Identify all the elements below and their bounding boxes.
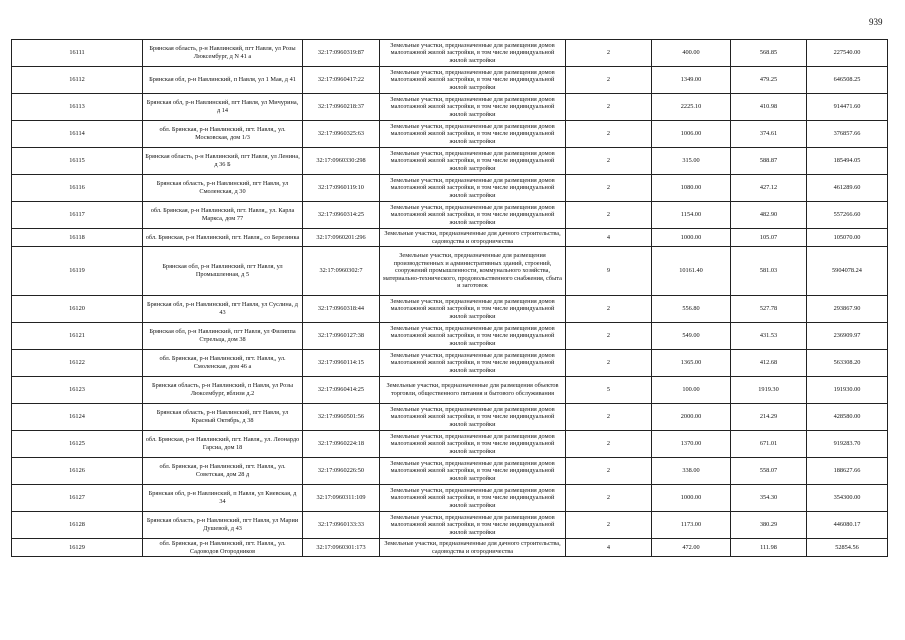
cell-cadastral-number: 32:17:0960119:10 bbox=[303, 175, 380, 202]
cell-cadastral-value: 446080.17 bbox=[807, 512, 888, 539]
cell-record-number: 16117 bbox=[12, 202, 143, 229]
page-number: 939 bbox=[869, 17, 883, 27]
table-row bbox=[12, 404, 888, 431]
cell-address: Брянская область, р-н Навлинский, пгт Навля, ул Смоленская, д 30 bbox=[143, 175, 303, 202]
cell-unit-value: 482.90 bbox=[731, 202, 807, 229]
table-row bbox=[12, 377, 888, 404]
table-row bbox=[12, 202, 888, 229]
cell-cadastral-value: 185494.05 bbox=[807, 148, 888, 175]
cell-area: 100.00 bbox=[652, 377, 731, 404]
cell-area: 1000.00 bbox=[652, 229, 731, 247]
cell-area: 1370.00 bbox=[652, 431, 731, 458]
cell-record-number: 16125 bbox=[12, 431, 143, 458]
cell-land-purpose: Земельные участки, предназначенные для размещения домов малоэтажной жилой застройки, в том числе индивидуальной жилой застройки bbox=[380, 94, 566, 121]
cell-land-purpose: Земельные участки, предназначенные для дачного строительства, садоводства и огородничества bbox=[380, 539, 566, 557]
cell-group: 2 bbox=[566, 512, 652, 539]
cell-unit-value: 427.12 bbox=[731, 175, 807, 202]
cell-unit-value: 431.53 bbox=[731, 323, 807, 350]
table-row bbox=[12, 431, 888, 458]
cell-land-purpose: Земельные участки, предназначенные для размещения домов малоэтажной жилой застройки, в том числе индивидуальной жилой застройки bbox=[380, 40, 566, 67]
cell-land-purpose: Земельные участки, предназначенные для размещения домов малоэтажной жилой застройки, в том числе индивидуальной жилой застройки bbox=[380, 296, 566, 323]
cell-cadastral-value: 461289.60 bbox=[807, 175, 888, 202]
cell-address: Брянская область, р-н Навлинский, пгт Навля, ул Розы Люксембург, д N 41 а bbox=[143, 40, 303, 67]
cell-area: 338.00 bbox=[652, 458, 731, 485]
cell-group: 2 bbox=[566, 40, 652, 67]
cell-address: Брянская область, р-н Навлинский, пгт Навля, ул Марии Душевой, д 43 bbox=[143, 512, 303, 539]
cell-unit-value: 412.68 bbox=[731, 350, 807, 377]
cell-group: 2 bbox=[566, 121, 652, 148]
cell-group: 2 bbox=[566, 323, 652, 350]
cell-area: 1365.00 bbox=[652, 350, 731, 377]
cell-land-purpose: Земельные участки, предназначенные для размещения домов малоэтажной жилой застройки, в том числе индивидуальной жилой застройки bbox=[380, 404, 566, 431]
cell-area: 400.00 bbox=[652, 40, 731, 67]
cell-unit-value: 374.61 bbox=[731, 121, 807, 148]
cell-cadastral-number: 32:17:0960318:44 bbox=[303, 296, 380, 323]
cell-area: 1154.00 bbox=[652, 202, 731, 229]
cell-cadastral-value: 227540.00 bbox=[807, 40, 888, 67]
cell-unit-value: 410.98 bbox=[731, 94, 807, 121]
cell-land-purpose: Земельные участки, предназначенные для размещения домов малоэтажной жилой застройки, в том числе индивидуальной жилой застройки bbox=[380, 121, 566, 148]
cell-cadastral-number: 32:17:0960301:173 bbox=[303, 539, 380, 557]
table-row bbox=[12, 539, 888, 557]
cell-group: 2 bbox=[566, 67, 652, 94]
cell-land-purpose: Земельные участки, предназначенные для размещения домов малоэтажной жилой застройки, в том числе индивидуальной жилой застройки bbox=[380, 175, 566, 202]
cell-group: 2 bbox=[566, 350, 652, 377]
table-row bbox=[12, 296, 888, 323]
cell-record-number: 16116 bbox=[12, 175, 143, 202]
cell-land-purpose: Земельные участки, предназначенные для размещения домов малоэтажной жилой застройки, в том числе индивидуальной жилой застройки bbox=[380, 67, 566, 94]
land-registry-table bbox=[11, 39, 888, 557]
cell-land-purpose: Земельные участки, предназначенные для размещения домов малоэтажной жилой застройки, в том числе индивидуальной жилой застройки bbox=[380, 323, 566, 350]
table-row bbox=[12, 323, 888, 350]
cell-group: 2 bbox=[566, 431, 652, 458]
cell-area: 315.00 bbox=[652, 148, 731, 175]
cell-record-number: 16127 bbox=[12, 485, 143, 512]
cell-address: Брянская обл, р-н Навлинский, п Навля, ул 1 Мая, д 41 bbox=[143, 67, 303, 94]
table-row bbox=[12, 67, 888, 94]
cell-group: 5 bbox=[566, 377, 652, 404]
cell-land-purpose: Земельные участки, предназначенные для размещения домов малоэтажной жилой застройки, в том числе индивидуальной жилой застройки bbox=[380, 148, 566, 175]
cell-cadastral-value: 428580.00 bbox=[807, 404, 888, 431]
cell-area: 2000.00 bbox=[652, 404, 731, 431]
table-row bbox=[12, 175, 888, 202]
table-row bbox=[12, 121, 888, 148]
cell-land-purpose: Земельные участки, предназначенные для размещения домов малоэтажной жилой застройки, в том числе индивидуальной жилой застройки bbox=[380, 350, 566, 377]
table-row bbox=[12, 458, 888, 485]
table-row bbox=[12, 485, 888, 512]
cell-address: обл. Брянская, р-н Навлинский, пгт. Навля,, со Березинка bbox=[143, 229, 303, 247]
cell-area: 1000.00 bbox=[652, 485, 731, 512]
cell-record-number: 16120 bbox=[12, 296, 143, 323]
cell-cadastral-value: 52854.56 bbox=[807, 539, 888, 557]
cell-land-purpose: Земельные участки, предназначенные для размещения домов малоэтажной жилой застройки, в том числе индивидуальной жилой застройки bbox=[380, 512, 566, 539]
cell-cadastral-value: 5904078.24 bbox=[807, 247, 888, 296]
cell-unit-value: 354.30 bbox=[731, 485, 807, 512]
cell-address: обл. Брянская, р-н Навлинский, пгт. Навля,, ул. Смоленская, дом 46 а bbox=[143, 350, 303, 377]
cell-cadastral-number: 32:17:0960114:15 bbox=[303, 350, 380, 377]
cell-cadastral-number: 32:17:0960501:56 bbox=[303, 404, 380, 431]
cell-address: обл. Брянская, р-н Навлинский, пгт. Навля,, ул. Советская, дом 28 д bbox=[143, 458, 303, 485]
cell-cadastral-number: 32:17:0960201:296 bbox=[303, 229, 380, 247]
cell-record-number: 16111 bbox=[12, 40, 143, 67]
cell-cadastral-value: 914471.60 bbox=[807, 94, 888, 121]
cell-group: 2 bbox=[566, 485, 652, 512]
cell-record-number: 16123 bbox=[12, 377, 143, 404]
cell-cadastral-value: 191930.00 bbox=[807, 377, 888, 404]
cell-land-purpose: Земельные участки, предназначенные для размещения производственных и административных зданий, строений, сооружений промышленности, коммунального хозяйства, материально-технического, продовольственного снабжения, сбыта и заготовок bbox=[380, 247, 566, 296]
cell-address: Брянская обл, р-н Навлинский, пгт Навля, ул Суслина, д 43 bbox=[143, 296, 303, 323]
cell-address: Брянская область, р-н Навлинский, пгт Навля, ул Красный Октябрь, д 38 bbox=[143, 404, 303, 431]
cell-group: 2 bbox=[566, 202, 652, 229]
cell-address: Брянская обл, р-н Навлинский, пгт Навля, ул Мичурина, д 14 bbox=[143, 94, 303, 121]
cell-group: 2 bbox=[566, 175, 652, 202]
table-row bbox=[12, 94, 888, 121]
cell-cadastral-number: 32:17:0960314:25 bbox=[303, 202, 380, 229]
table-row bbox=[12, 512, 888, 539]
cell-record-number: 16112 bbox=[12, 67, 143, 94]
table-row bbox=[12, 247, 888, 296]
table-row bbox=[12, 229, 888, 247]
cell-address: обл. Брянская, р-н Навлинский, пгт. Навля,, ул. Московская, дом 1/3 bbox=[143, 121, 303, 148]
cell-cadastral-number: 32:17:0960127:38 bbox=[303, 323, 380, 350]
cell-cadastral-value: 919283.70 bbox=[807, 431, 888, 458]
cell-record-number: 16114 bbox=[12, 121, 143, 148]
cell-record-number: 16118 bbox=[12, 229, 143, 247]
cell-address: обл. Брянская, р-н Навлинский, пгт. Навля,, ул. Карла Маркса, дом 77 bbox=[143, 202, 303, 229]
cell-cadastral-number: 32:17:0960224:18 bbox=[303, 431, 380, 458]
cell-record-number: 16121 bbox=[12, 323, 143, 350]
cell-unit-value: 1919.30 bbox=[731, 377, 807, 404]
cell-group: 2 bbox=[566, 94, 652, 121]
cell-record-number: 16122 bbox=[12, 350, 143, 377]
cell-address: Брянская обл, р-н Навлинский, п Навля, ул Киевская, д 34 bbox=[143, 485, 303, 512]
cell-unit-value: 671.01 bbox=[731, 431, 807, 458]
cell-cadastral-number: 32:17:0960226:50 bbox=[303, 458, 380, 485]
cell-cadastral-value: 557266.60 bbox=[807, 202, 888, 229]
cell-cadastral-value: 105070.00 bbox=[807, 229, 888, 247]
cell-cadastral-value: 236909.97 bbox=[807, 323, 888, 350]
cell-land-purpose: Земельные участки, предназначенные для размещения домов малоэтажной жилой застройки, в том числе индивидуальной жилой застройки bbox=[380, 458, 566, 485]
cell-record-number: 16126 bbox=[12, 458, 143, 485]
cell-cadastral-number: 32:17:0960311:109 bbox=[303, 485, 380, 512]
cell-area: 10161.40 bbox=[652, 247, 731, 296]
cell-area: 1006.00 bbox=[652, 121, 731, 148]
cell-cadastral-number: 32:17:0960302:7 bbox=[303, 247, 380, 296]
cell-address: обл. Брянская, р-н Навлинский, пгт. Навля,, ул. Садоводов Огородников bbox=[143, 539, 303, 557]
cell-unit-value: 588.87 bbox=[731, 148, 807, 175]
cell-land-purpose: Земельные участки, предназначенные для размещения домов малоэтажной жилой застройки, в том числе индивидуальной жилой застройки bbox=[380, 485, 566, 512]
cell-group: 9 bbox=[566, 247, 652, 296]
cell-cadastral-value: 563308.20 bbox=[807, 350, 888, 377]
cell-cadastral-value: 188627.66 bbox=[807, 458, 888, 485]
cell-cadastral-number: 32:17:0960218:37 bbox=[303, 94, 380, 121]
cell-address: Брянская обл, р-н Навлинский, пгт Навля, ул Филиппа Стрельца, дом 38 bbox=[143, 323, 303, 350]
table-row bbox=[12, 350, 888, 377]
cell-address: Брянская обл, р-н Навлинский, пгт Навля, ул Промышленная, д 5 bbox=[143, 247, 303, 296]
cell-address: Брянская область, р-н Навлинский, пгт Навля, ул Ленина, д 36 Б bbox=[143, 148, 303, 175]
table-row bbox=[12, 148, 888, 175]
cell-land-purpose: Земельные участки, предназначенные для размещения домов малоэтажной жилой застройки, в том числе индивидуальной жилой застройки bbox=[380, 431, 566, 458]
cell-unit-value: 558.07 bbox=[731, 458, 807, 485]
cell-area: 556.80 bbox=[652, 296, 731, 323]
cell-record-number: 16129 bbox=[12, 539, 143, 557]
cell-group: 4 bbox=[566, 539, 652, 557]
cell-group: 2 bbox=[566, 148, 652, 175]
cell-area: 549.00 bbox=[652, 323, 731, 350]
cell-record-number: 16113 bbox=[12, 94, 143, 121]
cell-cadastral-value: 646508.25 bbox=[807, 67, 888, 94]
cell-cadastral-value: 293867.90 bbox=[807, 296, 888, 323]
cell-group: 2 bbox=[566, 458, 652, 485]
cell-unit-value: 568.85 bbox=[731, 40, 807, 67]
cell-cadastral-value: 354300.00 bbox=[807, 485, 888, 512]
cell-land-purpose: Земельные участки, предназначенные для размещения объектов торговли, общественного питания и бытового обслуживания bbox=[380, 377, 566, 404]
cell-land-purpose: Земельные участки, предназначенные для дачного строительства, садоводства и огородничества bbox=[380, 229, 566, 247]
cell-cadastral-number: 32:17:0960417:22 bbox=[303, 67, 380, 94]
cell-land-purpose: Земельные участки, предназначенные для размещения домов малоэтажной жилой застройки, в том числе индивидуальной жилой застройки bbox=[380, 202, 566, 229]
cell-cadastral-value: 376857.66 bbox=[807, 121, 888, 148]
cell-record-number: 16115 bbox=[12, 148, 143, 175]
cell-area: 472.00 bbox=[652, 539, 731, 557]
cell-cadastral-number: 32:17:0960325:63 bbox=[303, 121, 380, 148]
cell-record-number: 16124 bbox=[12, 404, 143, 431]
cell-area: 1349.00 bbox=[652, 67, 731, 94]
cell-group: 2 bbox=[566, 404, 652, 431]
cell-unit-value: 479.25 bbox=[731, 67, 807, 94]
cell-area: 2225.10 bbox=[652, 94, 731, 121]
cell-cadastral-number: 32:17:0960414:25 bbox=[303, 377, 380, 404]
table-row bbox=[12, 40, 888, 67]
cell-record-number: 16119 bbox=[12, 247, 143, 296]
cell-cadastral-number: 32:17:0960133:33 bbox=[303, 512, 380, 539]
cell-unit-value: 527.78 bbox=[731, 296, 807, 323]
cell-area: 1080.00 bbox=[652, 175, 731, 202]
cell-group: 4 bbox=[566, 229, 652, 247]
cell-unit-value: 214.29 bbox=[731, 404, 807, 431]
cell-address: обл. Брянская, р-н Навлинский, пгт. Навля,, ул. Леонардо Гарсиа, дом 18 bbox=[143, 431, 303, 458]
cell-address: Брянская область, р-н Навлинский, п Навля, ул Розы Люксембург, вблизи д.2 bbox=[143, 377, 303, 404]
cell-unit-value: 105.07 bbox=[731, 229, 807, 247]
cell-cadastral-number: 32:17:0960330:298 bbox=[303, 148, 380, 175]
cell-record-number: 16128 bbox=[12, 512, 143, 539]
cell-unit-value: 581.03 bbox=[731, 247, 807, 296]
cell-group: 2 bbox=[566, 296, 652, 323]
cell-area: 1173.00 bbox=[652, 512, 731, 539]
cell-unit-value: 380.29 bbox=[731, 512, 807, 539]
cell-unit-value: 111.98 bbox=[731, 539, 807, 557]
cell-cadastral-number: 32:17:0960319:87 bbox=[303, 40, 380, 67]
